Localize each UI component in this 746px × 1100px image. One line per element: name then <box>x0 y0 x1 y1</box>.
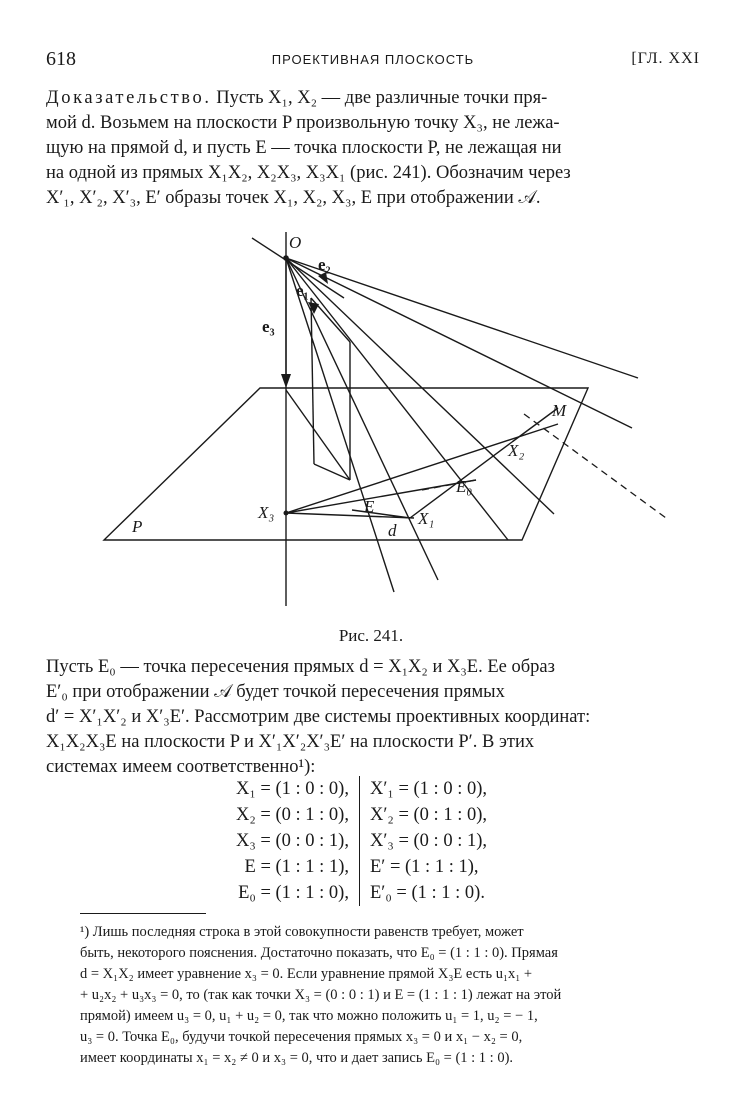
label-x3: X₃ <box>258 503 275 522</box>
label-m: M <box>552 401 567 420</box>
page-header <box>46 48 700 74</box>
projective-diagram <box>46 218 696 618</box>
figure-caption: Рис. 241. <box>338 626 404 645</box>
proof-line: мой d. Возьмем на плоскости P произвольную точку X₃, не лежа- <box>46 113 560 133</box>
coord-row <box>230 880 493 906</box>
footnote-line: u₃ = 0. Точка E₀, будучи точкой пересечения прямых x₃ = 0 и x₁ − x₂ = 0, <box>80 1029 523 1045</box>
coord-row <box>230 776 493 802</box>
body-paragraph <box>46 655 696 780</box>
page-number: 618 <box>46 48 76 70</box>
coord-left: E = (1 : 1 : 1), <box>244 857 349 877</box>
label-e3: e₃ <box>262 317 275 336</box>
footnote-line: ¹) Лишь последняя строка в этой совокупности равенств требует, может <box>80 924 524 940</box>
coord-row <box>230 854 493 880</box>
footnote-line: быть, некоторого пояснения. Достаточно показать, что E₀ = (1 : 1 : 0). Прямая <box>80 945 558 961</box>
running-title: ПРОЕКТИВНАЯ ПЛОСКОСТЬ <box>271 52 475 67</box>
coord-row <box>230 802 493 828</box>
label-e0: E₀ <box>456 477 473 496</box>
coord-right: X′₂ = (0 : 1 : 0), <box>359 802 493 828</box>
proof-line: X′₁, X′₂, X′₃, E′ образы точек X₁, X₂, X₃, E при отображении 𝒜. <box>46 188 541 208</box>
point-x3 <box>284 511 289 516</box>
label-d: d <box>388 521 397 540</box>
label-x1: X₁ <box>418 509 435 528</box>
label-p: P <box>132 517 143 536</box>
dashed-m <box>524 414 666 518</box>
label-e2: e₂ <box>318 255 331 274</box>
footnote-line: + u₂x₂ + u₃x₃ = 0, то (так как точки X₃ = (0 : 0 : 1) и E = (1 : 1 : 1) лежат на этой <box>80 987 562 1003</box>
ray-o-x2 <box>286 258 554 514</box>
e3-arrowhead <box>281 374 291 388</box>
body-line: E′₀ при отображении 𝒜 будет точкой пересечения прямых <box>46 682 505 702</box>
coord-row <box>230 828 493 854</box>
coord-left: X₁ = (1 : 0 : 0), <box>236 779 349 799</box>
point-o <box>283 255 289 261</box>
label-e: E <box>364 497 375 516</box>
body-line: d′ = X′₁X′₂ и X′₃E′. Рассмотрим две системы проективных координат: <box>46 707 591 727</box>
proof-label: Доказательство. <box>46 88 212 108</box>
label-x2: X₂ <box>508 441 525 460</box>
coord-right: X′₁ = (1 : 0 : 0), <box>359 776 493 802</box>
coord-left: X₂ = (0 : 1 : 0), <box>236 805 349 825</box>
ray-o-far <box>286 258 638 378</box>
footnote <box>80 922 696 1069</box>
coordinates-table <box>230 776 493 906</box>
body-line: системах имеем соответственно¹): <box>46 757 316 777</box>
plane-p <box>104 388 588 540</box>
figure-241 <box>46 218 696 645</box>
label-e1: e₁ <box>296 281 309 300</box>
chapter-label: [ГЛ. XXI <box>631 50 700 67</box>
footnote-line: d = X₁X₂ имеет уравнение x₃ = 0. Если уравнение прямой X₃E есть u₁x₁ + <box>80 966 533 982</box>
proof-line: щую на прямой d, и пусть E — точка плоскости P, не лежащая ни <box>46 138 562 158</box>
coord-right: E′ = (1 : 1 : 1), <box>359 854 493 880</box>
ray-o-e0 <box>286 258 508 540</box>
coord-left: X₃ = (0 : 0 : 1), <box>236 831 349 851</box>
proof-line: на одной из прямых X₁X₂, X₂X₃, X₃X₁ (рис. 241). Обозначим через <box>46 163 571 183</box>
ray-o-x1 <box>286 258 438 580</box>
body-line: Пусть E₀ — точка пересечения прямых d = X₁X₂ и X₃E. Ее образ <box>46 657 555 677</box>
coord-right: X′₃ = (0 : 0 : 1), <box>359 828 493 854</box>
coord-left: E₀ = (1 : 1 : 0), <box>238 883 349 903</box>
proof-paragraph <box>46 86 696 211</box>
label-o: O <box>289 233 302 252</box>
coord-right: E′₀ = (1 : 1 : 0). <box>359 880 493 906</box>
ray-o-m <box>286 258 632 428</box>
footnote-rule <box>80 913 206 914</box>
body-line: X₁X₂X₃E на плоскости P и X′₁X′₂X′₃E′ на плоскости P′. В этих <box>46 732 535 752</box>
inner-edge-1 <box>311 298 314 464</box>
proof-line: Доказательство. Пусть X₁, X₂ — две различные точки пря- <box>46 88 548 108</box>
ray-o-d <box>286 258 394 592</box>
footnote-line: прямой) имеем u₃ = 0, u₁ + u₂ = 0, так что можно положить u₁ = 1, u₂ = − 1, <box>80 1008 538 1024</box>
footnote-line: имеет координаты x₁ = x₂ ≠ 0 и x₃ = 0, что и дает запись E₀ = (1 : 1 : 0). <box>80 1050 514 1066</box>
